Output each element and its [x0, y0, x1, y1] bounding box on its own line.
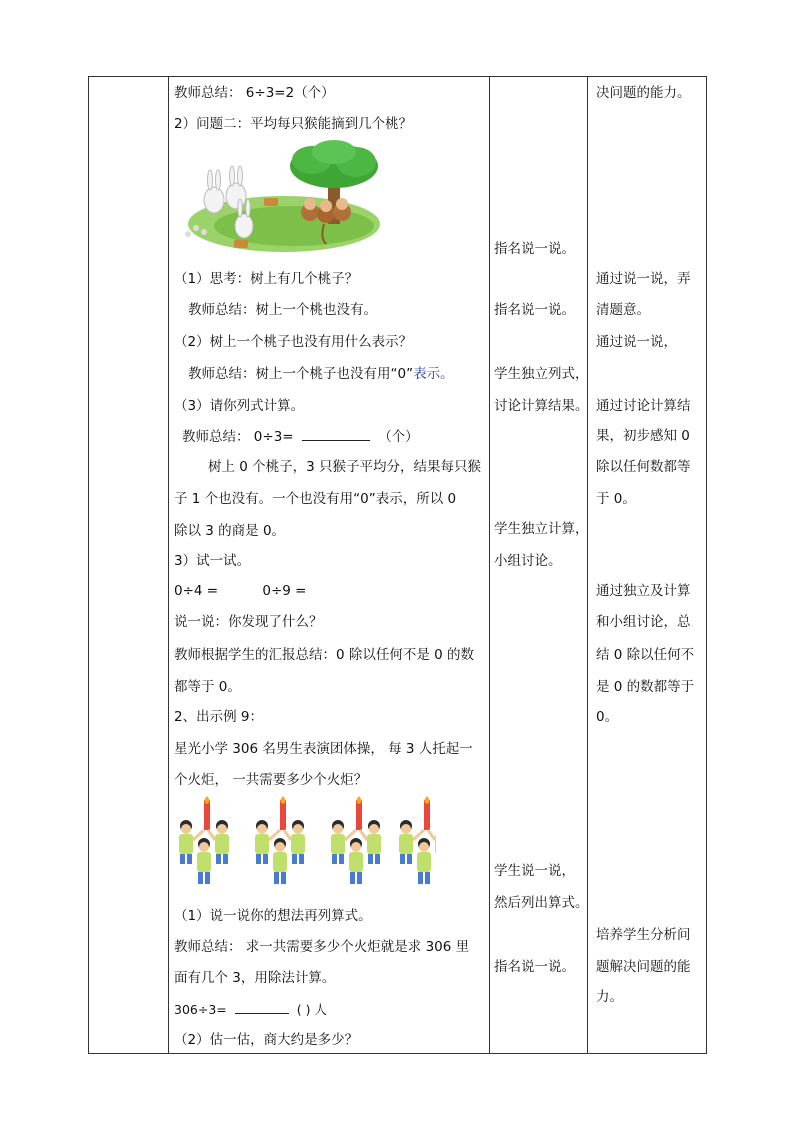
- rabbits-monkeys-tree-illustration: [174, 140, 380, 258]
- intent-text: 于 0。: [596, 491, 636, 507]
- activity-text: 学生独立计算，: [494, 521, 589, 537]
- torch-children-illustration: [174, 796, 436, 896]
- text-line: 树上 0 个桃子，3 只猴子平均分，结果每只猴: [208, 459, 482, 475]
- intent-text: 果，初步感知 0: [596, 428, 690, 444]
- text-line: 2）问题二：平均每只猴能摘到几个桃？: [174, 116, 413, 132]
- activity-text: 指名说一说。: [494, 959, 575, 975]
- intent-text: 力。: [596, 989, 623, 1005]
- intent-text: 通过讨论计算结: [596, 398, 691, 414]
- activity-text: 讨论计算结果。: [494, 398, 589, 414]
- text-line: [174, 582, 306, 600]
- col-divider-2: [489, 77, 490, 1053]
- text-line: 教师总结： 6÷3=2（个）: [174, 85, 335, 101]
- text-line: 说一说：你发现了什么？: [174, 614, 323, 630]
- intent-text: 通过说一说，弄: [596, 271, 691, 287]
- intent-text: 培养学生分析问: [596, 927, 691, 943]
- equation-text: 教师总结： 0÷3=: [182, 429, 294, 445]
- text-line: （2）估一估，商大约是多少？: [174, 1032, 359, 1048]
- answer-blank: [302, 427, 370, 441]
- text-line: 教师总结：树上一个桃也没有。: [188, 302, 377, 318]
- text-line: [182, 427, 419, 446]
- text-line: 教师总结： 求一共需要多少个火炬就是求 306 里: [174, 939, 470, 955]
- equation-text: 306÷3=: [174, 1002, 227, 1017]
- activity-text: 然后列出算式。: [494, 895, 589, 911]
- text-line: （2）树上一个桃子也没有用什么表示？: [174, 334, 413, 350]
- text-line: （1）思考：树上有几个桃子？: [174, 271, 359, 287]
- text-segment: 教师总结：树上一个桃子也没有用“0”: [188, 366, 414, 382]
- text-line: 面有几个 3，用除法计算。: [174, 970, 336, 986]
- activity-text: 学生说一说，: [494, 863, 575, 879]
- answer-blank: [235, 1000, 289, 1014]
- activity-text: 学生独立列式，: [494, 366, 589, 382]
- text-segment-colored: 表示。: [413, 366, 454, 382]
- equation-text: 0÷4 =: [174, 583, 219, 599]
- unit-text: ( ) 人: [296, 1002, 327, 1017]
- text-line: [174, 1000, 327, 1019]
- text-line: 2、出示例 9：: [174, 709, 263, 725]
- text-line: 子 1 个也没有。一个也没有用“0”表示，所以 0: [174, 491, 457, 507]
- intent-text: 是 0 的数都等于: [596, 679, 695, 695]
- text-line: （3）请你列式计算。: [174, 398, 305, 414]
- activity-text: 小组讨论。: [494, 553, 562, 569]
- text-line: 个火炬， 一共需要多少个火炬？: [174, 772, 368, 788]
- text-line: （1）说一说你的想法再列算式。: [174, 908, 372, 924]
- text-line: 星光小学 306 名男生表演团体操， 每 3 人托起一: [174, 741, 473, 757]
- activity-text: 指名说一说。: [494, 241, 575, 257]
- activity-text: 指名说一说。: [494, 302, 575, 318]
- intent-text: 0。: [596, 709, 619, 725]
- intent-text: 通过说一说，: [596, 334, 677, 350]
- text-line: 教师根据学生的汇报总结：0 除以任何不是 0 的数: [174, 647, 475, 663]
- intent-text: 除以任何数都等: [596, 459, 691, 475]
- text-line: 3）试一试。: [174, 553, 251, 569]
- intent-text: 清题意。: [596, 302, 650, 318]
- text-line: 除以 3 的商是 0。: [174, 523, 286, 539]
- intent-text: 决问题的能力。: [596, 85, 691, 101]
- intent-text: 和小组讨论，总: [596, 614, 691, 630]
- text-line: 都等于 0。: [174, 679, 241, 695]
- unit-text: （个）: [378, 429, 419, 445]
- col-divider-1: [168, 77, 169, 1053]
- intent-text: 结 0 除以任何不: [596, 647, 695, 663]
- intent-text: 通过独立及计算: [596, 583, 691, 599]
- equation-text: 0÷9 =: [262, 583, 307, 599]
- text-line: [188, 365, 454, 383]
- intent-text: 题解决问题的能: [596, 959, 691, 975]
